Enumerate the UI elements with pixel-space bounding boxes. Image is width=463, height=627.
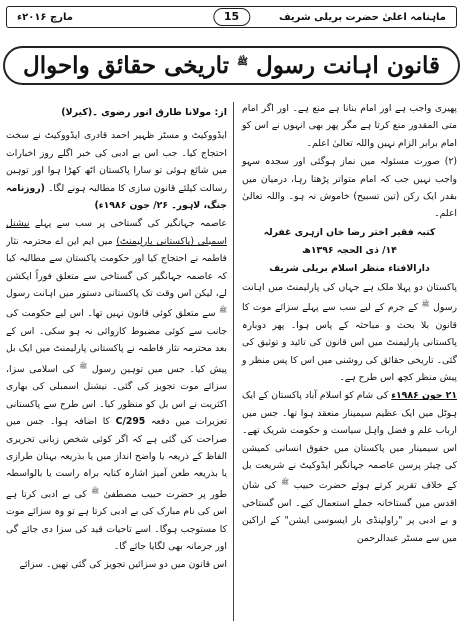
underlined-text: نیشنل اسمبلی (پاکستانی پارلیمنٹ) (6, 218, 227, 247)
text-run: عاصمہ جہانگیر کی گستاخی پر سب سے پہلے (34, 218, 227, 230)
text-run: کی شام کو اسلام آباد پاکستان کے ایک ہوٹل میں ایک عظیم سیمینار منعقد ہوا تھا۔ جس میں ارباب علم و فضل واہل سیاست و حکومت شریک تھے۔ اس سیمینار میں پاکستان میں حقوق انسانی کمیشن کی چیئر پرسن عاصمہ جہانگیر ایڈوکیٹ نے شریعت بل کے خلاف تقریر کرتے ہوئے حضرت حبیب (242, 390, 457, 492)
article-title-box (6, 36, 457, 94)
article-title (3, 46, 460, 85)
citation: (روزنامہ جنگ، لاہور۔ ۲۶/ جون ۱۹۸۶ء) (6, 182, 227, 212)
title-part-2: تاریخی حقائق واحوال (22, 51, 230, 79)
honorific-symbol: ﷺ (219, 306, 227, 315)
paragraph: پھیری واجب ہے اور امام بنانا ہے منع ہے۔ اور اگر امام متی المقدور منع کرتا ہے مگر پھر بھی انہوں نے اس کو امام برابر الزام نہیں واللہ تعالیٰ اعلم۔ (242, 103, 457, 149)
law-section-code: C/295 (115, 416, 146, 428)
text-run: کی شان اقدس میں گستاخانہ جملے استعمال کیے۔ اس گستاخی و بے ادبی پر "راولپنڈی بار ایسوسی ایشن" کے اراکین میں سے مسٹر عبدالرحمن (242, 480, 457, 544)
event-date: ۲۱ جون ۱۹۸۶ء (391, 390, 457, 402)
text-run: سے متعلق کوئی قانون نہیں تھا۔ اس لیے حکومت کی جانب سے کوئی مضبوط کاروائی نہ ہو سکی۔ اس کے بعد محترمہ نثار فاطمہ نے پاکستانی پارلیمنٹ میں ایک بل پیش کیا۔ جس میں توہین رسول (6, 308, 227, 375)
article-author: از: مولانا طارق انور رضوی ۔(کیرلا) (61, 107, 227, 118)
page-header (6, 6, 457, 28)
signature-name: کتبہ فقیر اختر رضا خاں ازہری غفرلہ (263, 226, 436, 238)
title-part-1: قانون اہانت رسول (255, 51, 441, 79)
column-divider (233, 102, 234, 621)
text-run: کے جرم کے لیے سب سے پہلے سزائے موت کا قانون بلا بحث و مباحثہ کے پاس ہوا۔ پھر دوبارہ پاکستانی پارلیمنٹ میں اس قانون کی تائید و توثیق کی گئی۔ تاریخی حقائق کی روشنی میں اس کا پس منظر و پیش منظر کچھ اس طرح ہے۔ (242, 302, 457, 383)
paragraph: اس قانون میں دو سزائیں تجویز کی گئی تھیں۔ سزائے (19, 559, 227, 571)
signature-institution: دارالافتاء منظر اسلام بریلی شریف (269, 262, 430, 274)
text-run: کی بے ادبی کرتا ہے اس کی نام مبارک کی بے ادبی کرتا ہے تو وہ سزائے موت کا مستوجب ہوگا۔ اسے تاحیات قید کی سزا دی جائے گی اور جرمانہ بھی لگایا جائے گا۔ (6, 488, 227, 553)
paragraph (242, 279, 457, 387)
text-run: پاکستان دو پہلا ملک ہے جہاں کی پارلیمنٹ میں اہانت رسول (242, 281, 457, 314)
text-run: کی اسلامی سزا، سزائے موت تجویز کی گئی۔ نیشنل اسمبلی کی بھاری اکثریت نے اس بل کو منظور کیا۔ اس طرح سے پاکستانی تعزیرات میں دفعہ (6, 363, 227, 428)
honorific-symbol: ﷺ (421, 300, 430, 309)
text-run: ایڈووکیٹ و مسٹر ظہیر احمد قادری ایڈووکیٹ نے سخت احتجاج کیا۔ جب اس بے ادبی کی خبر اگلے روز اخبارات میں شائع ہوئی تو سارا پاکستان اٹھ کھڑا ہوا اور توہین رسالت کیلئے قانون سازی کا مطالبہ ہونے لگا۔ (6, 130, 227, 194)
signature-date: ۱۴/ ذی الحجہ ۱۳۹۶ھ (302, 244, 397, 256)
left-column (6, 100, 230, 623)
paragraph (6, 215, 227, 555)
paragraph: (۲) صورت مسئولہ میں نماز ہوگئی اور سجدہ سہو واجب نہیں جب کہ امام متواتر پڑھتا رہا، درمیان میں بقدر ایک رکن (تین تسبیح) خاموش نہ ہو۔ واللہ تعالیٰ اعلم۔ (242, 156, 457, 220)
magazine-name: ماہنامہ اعلیٰ حضرت بریلی شریف (278, 11, 446, 23)
honorific-symbol: ﷺ (91, 486, 100, 495)
page-number: 15 (213, 8, 250, 26)
text-run: کا اضافہ ہوا۔ جس میں صراحت کی گئی ہے کہ اگر کوئی شخص زبانی تحریری الفاظ کے ذریعہ یا واضح انداز میں یا بذریعہ بہتان طرازی یا بذریعہ طعن آمیز اشارہ کنایہ براہ راست یا بالواسطہ طور پر حضرت حبیب مصطفیٰ (6, 416, 227, 500)
paragraph (6, 127, 227, 214)
honorific-symbol: ﷺ (281, 478, 289, 487)
honorific-symbol: ﷺ (79, 361, 88, 370)
paragraph (242, 387, 457, 547)
issue-date: مارچ ۲۰۱۶ء (17, 11, 73, 23)
honorific-symbol: ﷺ (237, 56, 248, 67)
text-run: میں ایم این اے محترمہ نثار فاطمہ نے احتجاج کیا اور حکومت پاکستان سے مطالبہ کیا کہ عاصمہ جہانگیر کی گستاخی سے متعلق فوراً ایکشن لے، لیکن اس وقت تک پاکستانی دستور میں اہانت رسول (6, 235, 227, 300)
right-column (239, 100, 457, 623)
